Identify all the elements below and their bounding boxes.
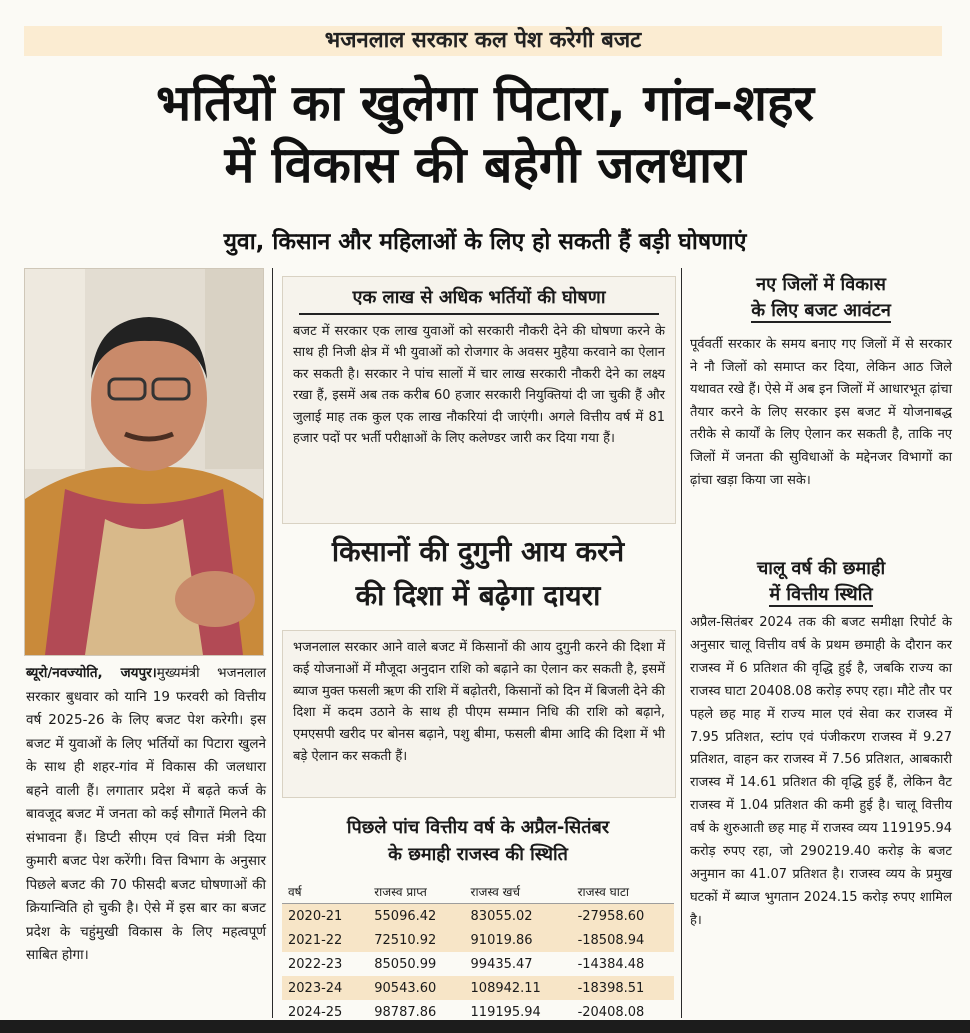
financial-status-heading-line-2: में वित्तीय स्थिति [769, 584, 873, 605]
table-row [282, 976, 674, 1000]
table-cell: -18398.51 [572, 976, 674, 1000]
table-header-cell: राजस्व खर्च [465, 880, 572, 904]
box-farmers-text: भजनलाल सरकार आने वाले बजट में किसानों की आय दुगुनी करने की दिशा में कई योजनाओं में मौजूदा अनुदान राशि को बढ़ाने का ऐलान कर सकती है, इसमें ब्याज मुक्त फसली ऋण की राशि में बढ़ोतरी, किसानों को दिन में बिजली देने की दिशा में कदम उठाने के साथ ही पीएम सम्मान निधि की राशि को बढ़ाने, एमएसपी खरीद पर बोनस बढ़ाने, पशु बीमा, फसली बीमा आदि की दिशा में भी बड़े ऐलान कर सकती हैं। [293, 640, 665, 764]
portrait-illustration [25, 269, 263, 655]
farmers-heading-line-1: किसानों की दुगुनी आय करने [331, 535, 625, 568]
table-cell: 55096.42 [368, 904, 464, 929]
table-cell: 99435.47 [470, 956, 533, 972]
table-cell: -27958.60 [572, 904, 674, 929]
box-farmers [282, 630, 676, 798]
table-cell: 2023-24 [282, 976, 368, 1000]
headline-line-1: भर्तियों का खुलेगा पिटारा, गांव-शहर [156, 74, 814, 132]
table-cell: 83055.02 [465, 904, 572, 929]
table-row [282, 928, 674, 952]
table-row [282, 904, 674, 929]
box-recruitment-text: बजट में सरकार एक लाख युवाओं को सरकारी नौकरी देने की घोषणा करने के साथ ही निजी क्षेत्र में भी युवाओं को रोजगार के अवसर मुहैया करवाने का ऐलान कर सकती है। सरकार ने पांच सालों में चार लाख सरकारी नौकरी देने का लक्ष्य रखा हैं, इसमें अब तक करीब 60 हजार सरकारी नियुक्तियां दी जा चुकी हैं और जुलाई माह तक कुल एक लाख नौकरियां दी जाएंगी। अगले वित्तीय वर्ष में 81 हजार पदों पर भर्ती परीक्षाओं के लिए कलेण्डर जारी कर दिया गया हैं। [293, 324, 665, 447]
new-districts-heading-line-2: के लिए बजट आवंटन [751, 300, 891, 321]
column-1-article [26, 662, 266, 968]
financial-status-heading-line-1: चालू वर्ष की छमाही [756, 558, 886, 579]
subheadline: युवा, किसान और महिलाओं के लिए हो सकती हैं बड़ी घोषणाएं [223, 229, 747, 255]
new-districts-text: पूर्ववर्ती सरकार के समय बनाए गए जिलों में से सरकार ने नौ जिलों को समाप्त कर दिया, लेकिन आठ जिले यथावत रखे हैं। ऐसे में अब इन जिलों में आधारभूत ढ़ांचा तैयार करने के लिए सरकार इस बजट में योजनाबद्ध तरीके से कार्यों के लिए ऐलान कर सकती है, ताकि नए जिलों में जनता की सुविधाओं के मद्देनजर विभागों का ढ़ांचा खड़ा किया जा सके। [690, 337, 952, 488]
new-districts-heading [690, 272, 952, 324]
financial-status-heading [690, 556, 952, 608]
column-divider [681, 268, 682, 1018]
headline-line-2: में विकास की बहेगी जलधारा [224, 136, 746, 194]
news-photo [24, 268, 264, 656]
table-header-cell: राजस्व प्राप्त [368, 880, 464, 904]
farmers-heading-line-2: की दिशा में बढ़ेगा दायरा [355, 579, 601, 612]
revenue-table-title-line-1: पिछले पांच वित्तीय वर्ष के अप्रैल-सितंबर [346, 817, 610, 838]
table-cell: 91019.86 [465, 928, 572, 952]
revenue-table [282, 880, 674, 1024]
table-cell: 90543.60 [368, 976, 464, 1000]
table-cell: 2024-25 [288, 1004, 343, 1020]
headline [20, 72, 950, 196]
table-header-cell: राजस्व घाटा [572, 880, 674, 904]
revenue-table-title-line-2: के छमाही राजस्व की स्थिति [388, 844, 568, 865]
table-cell: -18508.94 [572, 928, 674, 952]
table-cell: 72510.92 [368, 928, 464, 952]
column-divider [272, 268, 273, 1018]
table-cell: 2020-21 [282, 904, 368, 929]
byline: ब्यूरो/नवज्योति, जयपुर। [26, 665, 157, 681]
table-cell: 119195.94 [470, 1004, 541, 1020]
table-cell: -20408.08 [577, 1004, 645, 1020]
bottom-edge [0, 1020, 970, 1033]
table-cell: 98787.86 [374, 1004, 437, 1020]
kicker-banner: भजनलाल सरकार कल पेश करेगी बजट [24, 26, 942, 56]
box-recruitment-title: एक लाख से अधिक भर्तियों की घोषणा [299, 285, 659, 315]
table-cell: -14384.48 [577, 956, 645, 972]
table-cell: 108942.11 [465, 976, 572, 1000]
table-header-row [282, 880, 674, 904]
table-cell: 85050.99 [374, 956, 437, 972]
financial-status-text: अप्रैल-सितंबर 2024 तक की बजट समीक्षा रिपोर्ट के अनुसार चालू वित्तीय वर्ष के प्रथम छमाही के दौरान कर राजस्व में 6 प्रतिशत की वृद्धि हुई है, जबकि राज्य का राजस्व घाटा 20408.08 करोड़ रुपए रहा। मौटे तौर पर पहले छह माह में राज्य माल एवं सेवा कर राजस्व में 7.95 प्रतिशत, स्टांप एवं पंजीकरण राजस्व में 9.27 प्रतिशत, वाहन कर राजस्व में 7.56 प्रतिशत, आबकारी राजस्व में 14.61 प्रतिशत की वृद्धि हुई हैं, लेकिन वैट राजस्व में 1.04 प्रतिशत की कमी हुई है। चालू वित्तीय वर्ष के शुरुआती छह माह में राजस्व व्यय 119195.94 करोड़ रुपए रहा, जो 290219.40 करोड़ के बजट अनुमान का 41.07 प्रतिशत है। राजस्व व्यय के प्रमुख घटकों में ब्याज भुगतान 2024.15 करोड़ रुपए शामिल है। [690, 615, 952, 928]
table-cell: 2022-23 [288, 956, 343, 972]
table-row [282, 952, 674, 976]
table-cell: 2021-22 [282, 928, 368, 952]
revenue-table-title [282, 814, 674, 868]
table-header-cell: वर्ष [282, 880, 368, 904]
box-recruitment [282, 276, 676, 524]
farmers-heading [282, 530, 674, 618]
column-1-text: मुख्यमंत्री भजनलाल सरकार बुधवार को यानि 19 फरवरी को वित्तीय वर्ष 2025-26 के लिए बजट पेश करेगी। इस बजट में युवाओं के लिए भर्तियों का पिटारा खुलने के साथ ही शहर-गांव में विकास की जलधारा बहने वाली हैं। लगातार प्रदेश में बढ़ते कर्ज के बावजूद बजट में जनता को कई सौगातें मिलने की संभावना हैं। डिप्टी सीएम एवं वित्त मंत्री दिया कुमारी बजट पेश करेंगी। वित्त विभाग के अनुसार पिछले बजट की 70 फीसदी बजट घोषणाओं की क्रियान्विति हो चुकी है। ऐसे में इस बार का बजट प्रदेश के चहुंमुखी विकास के लिए महत्वपूर्ण साबित होगा। [26, 665, 266, 963]
new-districts-heading-line-1: नए जिलों में विकास [756, 274, 886, 295]
